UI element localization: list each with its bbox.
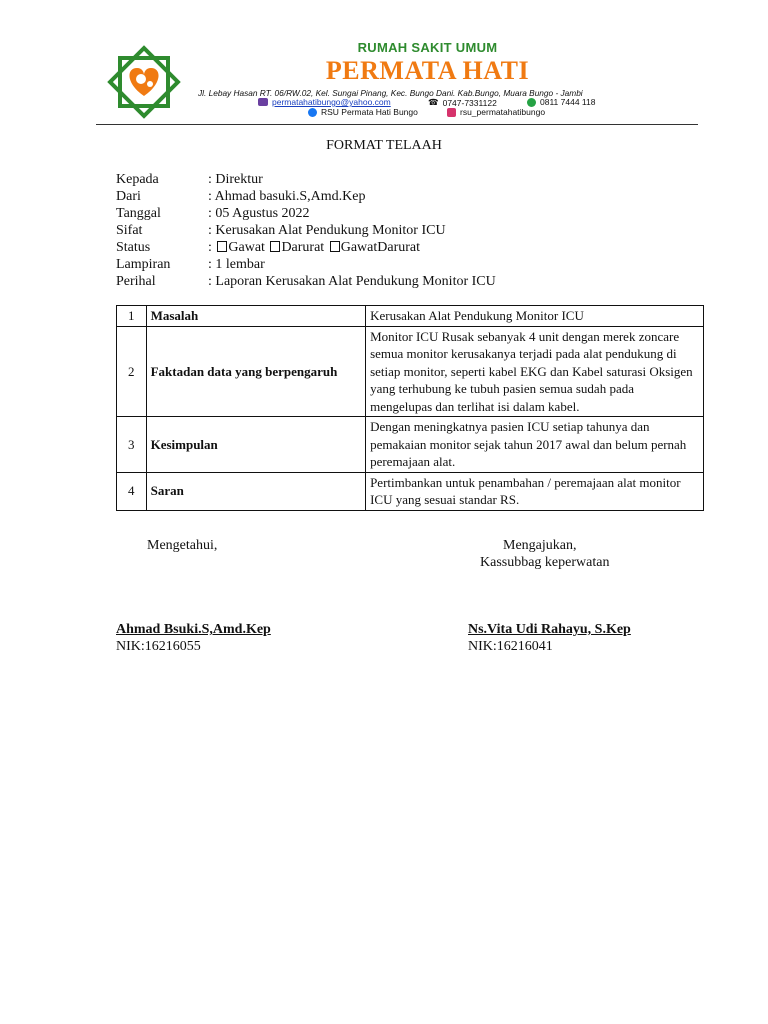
row-value: Kerusakan Alat Pendukung Monitor ICU <box>366 306 704 327</box>
left-sign-name: Ahmad Bsuki.S,Amd.Kep <box>116 622 271 637</box>
meta-value: : Laporan Kerusakan Alat Pendukung Monitor ICU <box>208 274 496 289</box>
row-label: Masalah <box>146 306 365 327</box>
meta-label: Status <box>116 240 151 255</box>
meta-value: : <box>208 240 212 255</box>
phone-icon: ☎ <box>428 97 439 107</box>
status-checkbox-gawatdarurat[interactable] <box>330 241 340 252</box>
table-row <box>117 326 704 417</box>
meta-value: : Ahmad basuki.S,Amd.Kep <box>208 189 366 204</box>
status-option-label: Gawat <box>228 240 265 255</box>
whatsapp-contact <box>527 97 595 107</box>
document-title: FORMAT TELAAH <box>326 138 442 153</box>
status-checkbox-gawat[interactable] <box>217 241 227 252</box>
meta-label: Lampiran <box>116 257 171 272</box>
meta-row-status <box>116 240 420 256</box>
meta-label: Tanggal <box>116 206 161 221</box>
status-checkbox-darurat[interactable] <box>270 241 280 252</box>
right-sign-caption: Mengajukan, <box>503 538 577 553</box>
meta-row-tanggal <box>116 206 310 222</box>
hospital-address: Jl. Lebay Hasan RT. 06/RW.02, Kel. Sungai Pinang, Kec. Bungo Dani. Kab.Bungo, Muara Bungo - Jambi <box>198 88 583 98</box>
hospital-name: PERMATA HATI <box>325 56 530 85</box>
whatsapp-icon <box>527 98 536 107</box>
status-option-label: Darurat <box>281 240 325 255</box>
email-contact <box>258 97 391 107</box>
row-number: 2 <box>117 326 147 417</box>
right-sign-role: Kassubbag keperwatan <box>480 555 610 570</box>
meta-value: : Direktur <box>208 172 263 187</box>
facebook-icon <box>308 108 317 117</box>
meta-value: : 05 Agustus 2022 <box>208 206 310 221</box>
phone-text: 0747-7331122 <box>442 97 497 108</box>
meta-value: : 1 lembar <box>208 257 265 272</box>
letterhead-divider <box>96 124 698 125</box>
row-value: Dengan meningkatnya pasien ICU setiap tahunya dan pemakaian monitor sejak tahun 2017 awal dan belum pernah peremajaan alat. <box>366 417 704 473</box>
status-option-label: GawatDarurat <box>340 240 420 255</box>
meta-label: Dari <box>116 189 141 204</box>
instagram-icon <box>447 108 456 117</box>
table-row <box>117 306 704 327</box>
row-number: 4 <box>117 472 147 510</box>
whatsapp-text: 0811 7444 118 <box>540 97 596 107</box>
left-sign-nik: NIK:16216055 <box>116 639 201 654</box>
row-number: 3 <box>117 417 147 473</box>
meta-label: Perihal <box>116 274 156 289</box>
email-icon <box>258 98 268 106</box>
meta-row-sifat <box>116 223 446 239</box>
hospital-type: RUMAH SAKIT UMUM <box>357 40 498 55</box>
right-sign-nik: NIK:16216041 <box>468 639 553 654</box>
facebook-text: RSU Permata Hati Bungo <box>321 107 418 117</box>
instagram-text: rsu_permatahatibungo <box>460 107 546 117</box>
row-label: Kesimpulan <box>146 417 365 473</box>
meta-row-dari <box>116 189 366 205</box>
telaah-table <box>116 305 704 511</box>
meta-label: Sifat <box>116 223 143 238</box>
row-value: Pertimbankan untuk penambahan / peremajaan alat monitor ICU yang sesuai standar RS. <box>366 472 704 510</box>
meta-row-lampiran <box>116 257 265 273</box>
facebook-contact <box>308 107 418 117</box>
meta-row-perihal <box>116 274 496 290</box>
meta-label: Kepada <box>116 172 159 187</box>
meta-row-kepada <box>116 172 263 188</box>
row-number: 1 <box>117 306 147 327</box>
email-text: permatahatibungo@yahoo.com <box>272 97 391 107</box>
row-label: Faktadan data yang berpengaruh <box>146 326 365 417</box>
meta-value: : Kerusakan Alat Pendukung Monitor ICU <box>208 223 446 238</box>
right-sign-name: Ns.Vita Udi Rahayu, S.Kep <box>468 622 631 637</box>
hospital-logo <box>104 42 184 122</box>
instagram-contact <box>447 107 545 117</box>
row-label: Saran <box>146 472 365 510</box>
table-row <box>117 472 704 510</box>
left-sign-caption: Mengetahui, <box>147 538 218 553</box>
table-row <box>117 417 704 473</box>
row-value: Monitor ICU Rusak sebanyak 4 unit dengan merek zoncare semua monitor kerusakanya terjadi pada alat pendukung di setiap monitor, seperti kabel EKG dan Kabel saturasi Oksigen yang terhubung ke tubuh pasien semua sudah pada mengelupas dan terlihat isi dalam kabel. <box>366 326 704 417</box>
